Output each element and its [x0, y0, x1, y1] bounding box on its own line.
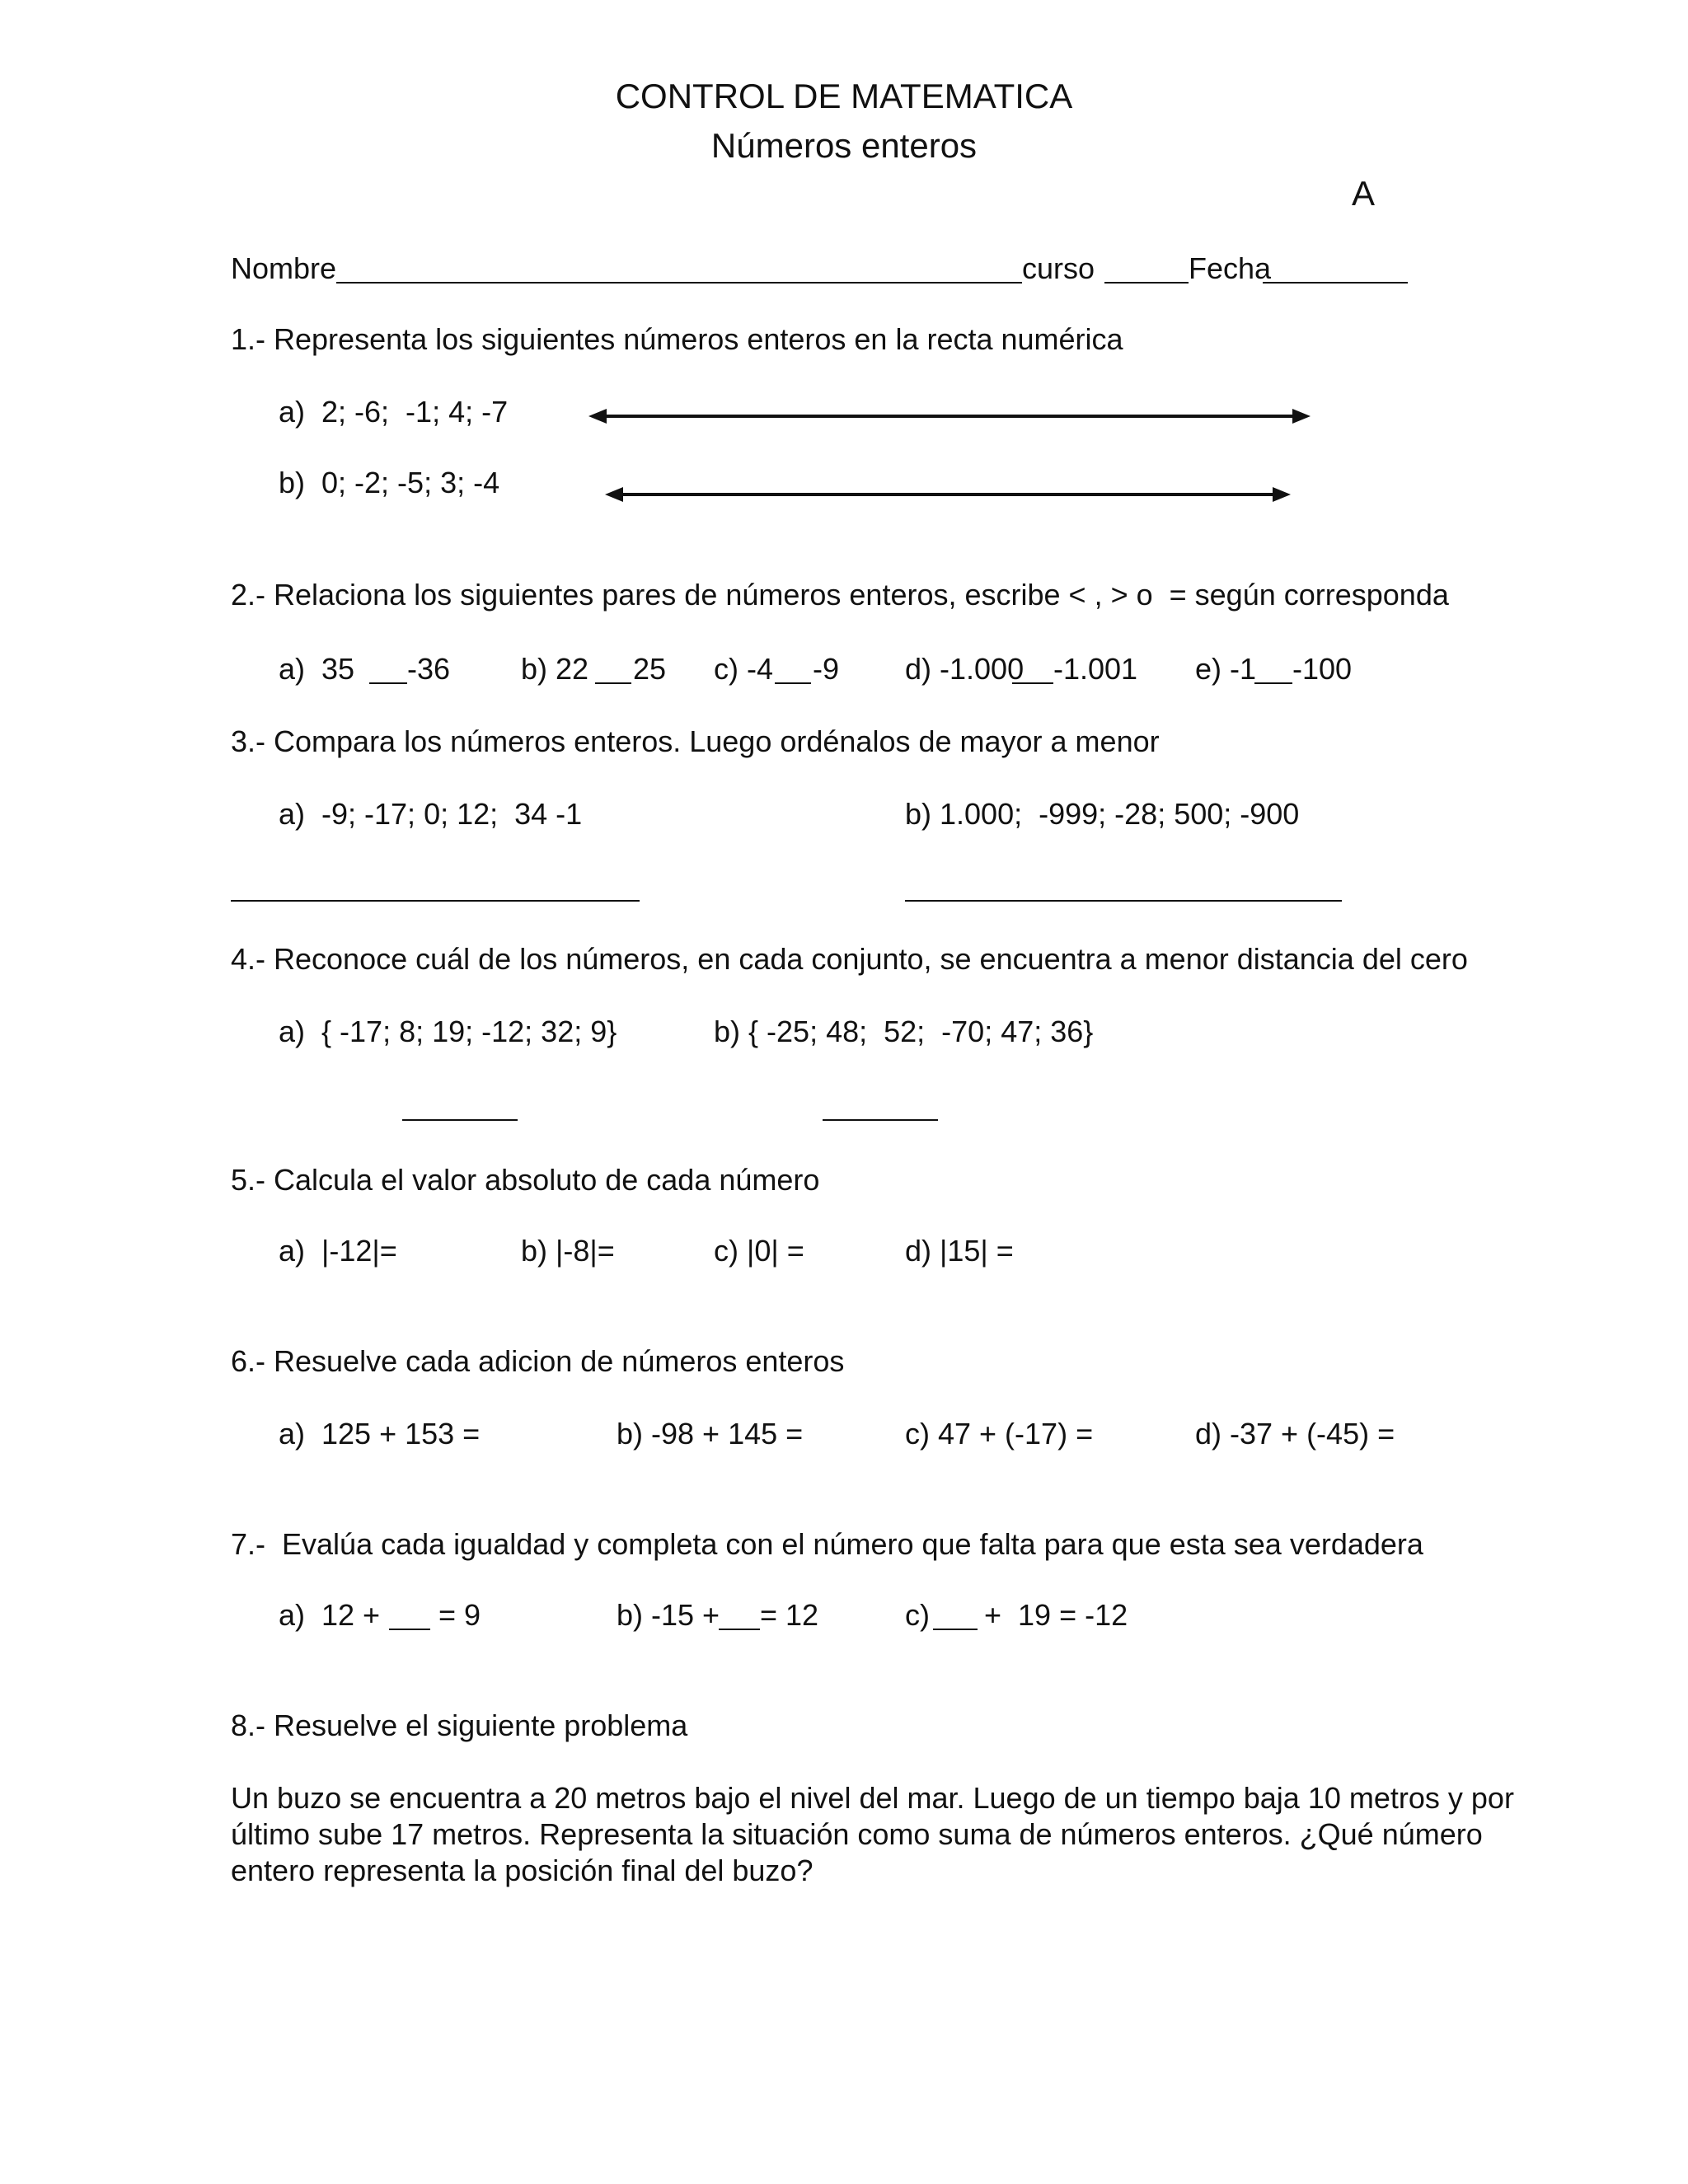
question-8-line-1: Un buzo se encuentra a 20 metros bajo el nivel del mar. Luego de un tiempo baja 10 metros y por [231, 1781, 1514, 1815]
question-2c-right: -9 [813, 652, 840, 686]
question-5c: c) |0| = [714, 1234, 804, 1268]
question-4a: a) { -17; 8; 19; -12; 32; 9} [279, 1015, 617, 1048]
page-title: CONTROL DE MATEMATICA [615, 77, 1073, 115]
question-5a: a) |-12|= [279, 1234, 397, 1268]
question-2b-right: 25 [633, 652, 667, 686]
question-2d-right: -1.001 [1053, 652, 1138, 686]
question-6-prompt: 6.- Resuelve cada adicion de números enteros [231, 1344, 845, 1378]
question-5b: b) |-8|= [521, 1234, 615, 1268]
question-3-prompt: 3.- Compara los números enteros. Luego ordénalos de mayor a menor [231, 724, 1160, 758]
question-3a: a) -9; -17; 0; 12; 34 -1 [279, 797, 583, 831]
question-7a-blank[interactable] [389, 1629, 430, 1630]
question-1b: b) 0; -2; -5; 3; -4 [279, 466, 500, 499]
question-7a-right: = 9 [438, 1598, 481, 1632]
question-3a-answer-line[interactable] [231, 900, 640, 902]
question-2b-blank[interactable] [595, 682, 631, 684]
question-2a-blank[interactable] [369, 682, 407, 684]
date-label: Fecha [1189, 251, 1272, 285]
question-2a-right: -36 [407, 652, 451, 686]
question-7b-left: b) -15 + [617, 1598, 720, 1632]
question-2c-blank[interactable] [775, 682, 811, 684]
question-7-prompt: 7.- Evalúa cada igualdad y completa con el número que falta para que esta sea verdadera [231, 1527, 1423, 1561]
number-line-arrow-b[interactable] [603, 482, 1292, 507]
question-8-line-2: último sube 17 metros. Representa la situación como suma de números enteros. ¿Qué número [231, 1817, 1483, 1851]
question-1-prompt: 1.- Representa los siguientes números enteros en la recta numérica [231, 322, 1123, 356]
page-subtitle: Números enteros [710, 126, 978, 165]
number-line-arrow-a[interactable] [587, 404, 1312, 429]
question-2a-left: a) 35 [279, 652, 355, 686]
name-label: Nombre [231, 251, 337, 285]
question-3b-answer-line[interactable] [905, 900, 1342, 902]
question-6d: d) -37 + (-45) = [1195, 1417, 1395, 1451]
question-7c-blank[interactable] [933, 1629, 978, 1630]
question-4-prompt: 4.- Reconoce cuál de los números, en cada conjunto, se encuentra a menor distancia del cero [231, 942, 1468, 976]
question-7b-blank[interactable] [719, 1629, 760, 1630]
question-2d-left: d) -1.000 [905, 652, 1025, 686]
question-4a-answer-line[interactable] [402, 1119, 518, 1121]
question-2e-right: -100 [1292, 652, 1353, 686]
question-2e-blank[interactable] [1254, 682, 1292, 684]
question-2b-left: b) 22 [521, 652, 589, 686]
question-8-line-3: entero representa la posición final del buzo? [231, 1854, 814, 1887]
question-4b: b) { -25; 48; 52; -70; 47; 36} [714, 1015, 1094, 1048]
question-1a: a) 2; -6; -1; 4; -7 [279, 395, 509, 429]
question-6b: b) -98 + 145 = [617, 1417, 804, 1451]
question-2c-left: c) -4 [714, 652, 773, 686]
question-7a-left: a) 12 + [279, 1598, 381, 1632]
question-7c-right: + 19 = -12 [984, 1598, 1128, 1632]
question-2e-left: e) -1 [1195, 652, 1257, 686]
question-6a: a) 125 + 153 = [279, 1417, 481, 1451]
question-5d: d) |15| = [905, 1234, 1014, 1268]
date-blank[interactable] [1263, 282, 1408, 284]
question-6c: c) 47 + (-17) = [905, 1417, 1094, 1451]
question-2d-blank[interactable] [1012, 682, 1053, 684]
name-blank[interactable] [336, 282, 1022, 284]
question-4b-answer-line[interactable] [823, 1119, 938, 1121]
question-2-prompt: 2.- Relaciona los siguientes pares de números enteros, escribe < , > o = según corresponda [231, 578, 1449, 612]
version-label: A [1352, 174, 1376, 213]
question-5-prompt: 5.- Calcula el valor absoluto de cada número [231, 1163, 820, 1197]
course-label: curso [1022, 251, 1095, 285]
question-3b: b) 1.000; -999; -28; 500; -900 [905, 797, 1300, 831]
question-7b-right: = 12 [760, 1598, 819, 1632]
course-blank[interactable] [1104, 282, 1189, 284]
question-8-prompt: 8.- Resuelve el siguiente problema [231, 1708, 688, 1742]
question-7c-left: c) [905, 1598, 930, 1632]
